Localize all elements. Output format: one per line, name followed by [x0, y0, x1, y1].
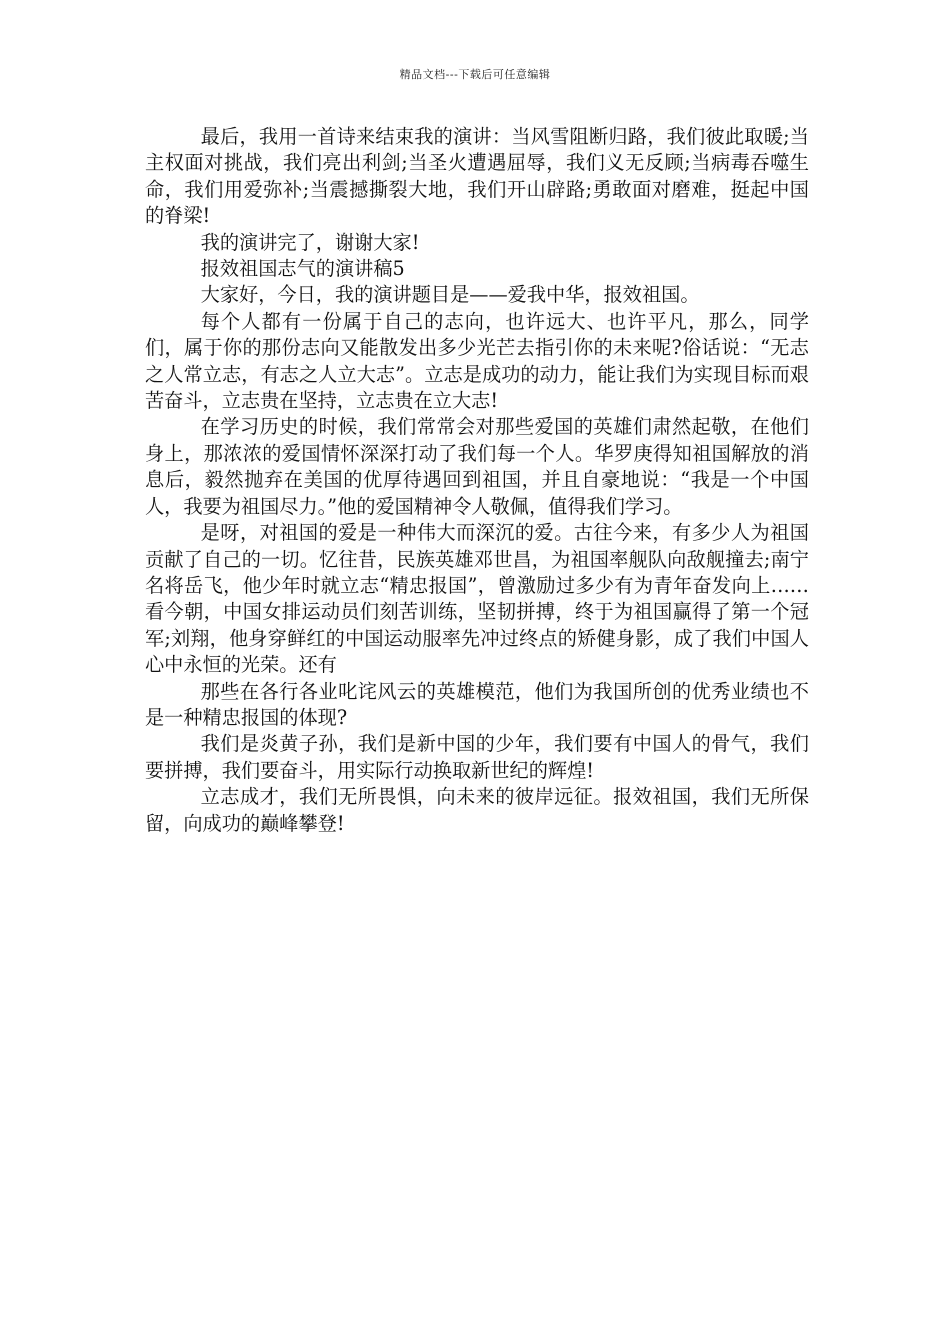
document-body	[145, 124, 809, 837]
paragraph: 大家好，今日，我的演讲题目是——爱我中华，报效祖国。	[200, 283, 700, 307]
paragraph: 我们是炎黄子孙，我们是新中国的少年，我们要有中国人的骨气，我们要拼搏，我们要奋斗，用实际行动换取新世纪的辉煌!	[145, 732, 809, 782]
paragraph: 每个人都有一份属于自己的志向，也许远大、也许平凡，那么，同学们，属于你的那份志向又能散发出多少光芒去指引你的未来呢?俗话说：“无志之人常立志，有志之人立大志”。立志是成功的动力，能让我们为实现目标而艰苦奋斗，立志贵在坚持，立志贵在立大志!	[145, 309, 809, 413]
paragraph: 立志成才，我们无所畏惧，向未来的彼岸远征。报效祖国，我们无所保留，向成功的巅峰攀登!	[145, 785, 809, 835]
paragraph: 在学习历史的时候，我们常常会对那些爱国的英雄们肃然起敬，在他们身上，那浓浓的爱国情怀深深打动了我们每一个人。华罗庚得知祖国解放的消息后，毅然抛弃在美国的优厚待遇回到祖国，并且自豪地说：“我是一个中国人，我要为祖国尽力。”他的爱国精神令人敬佩，值得我们学习。	[145, 415, 809, 518]
paragraph: 那些在各行各业叱诧风云的英雄模范，他们为我国所创的优秀业绩也不是一种精忠报国的体现?	[145, 679, 809, 729]
paragraph: 是呀，对祖国的爱是一种伟大而深沉的爱。古往今来，有多少人为祖国贡献了自己的一切。忆往昔，民族英雄邓世昌，为祖国率舰队向敌舰撞去;南宁名将岳飞，他少年时就立志“精忠报国”，曾激励过多少有为青年奋发向上……看今朝，中国女排运动员们刻苦训练，坚韧拼搏，终于为祖国赢得了第一个冠军;刘翔，他身穿鲜红的中国运动服率先冲过终点的矫健身影，成了我们中国人心中永恒的光荣。还有	[145, 521, 809, 677]
paragraph: 最后，我用一首诗来结束我的演讲：当风雪阻断归路，我们彼此取暖;当主权面对挑战，我们亮出利剑;当圣火遭遇屈辱，我们义无反顾;当病毒吞噬生命，我们用爱弥补;当震撼撕裂大地，我们开山辟路;勇敢面对磨难，挺起中国的脊梁!	[145, 125, 809, 228]
section-title: 报效祖国志气的演讲稿5	[200, 257, 405, 281]
page-header: 精品文档---下载后可任意编辑	[399, 68, 551, 81]
paragraph: 我的演讲完了，谢谢大家!	[200, 230, 420, 254]
